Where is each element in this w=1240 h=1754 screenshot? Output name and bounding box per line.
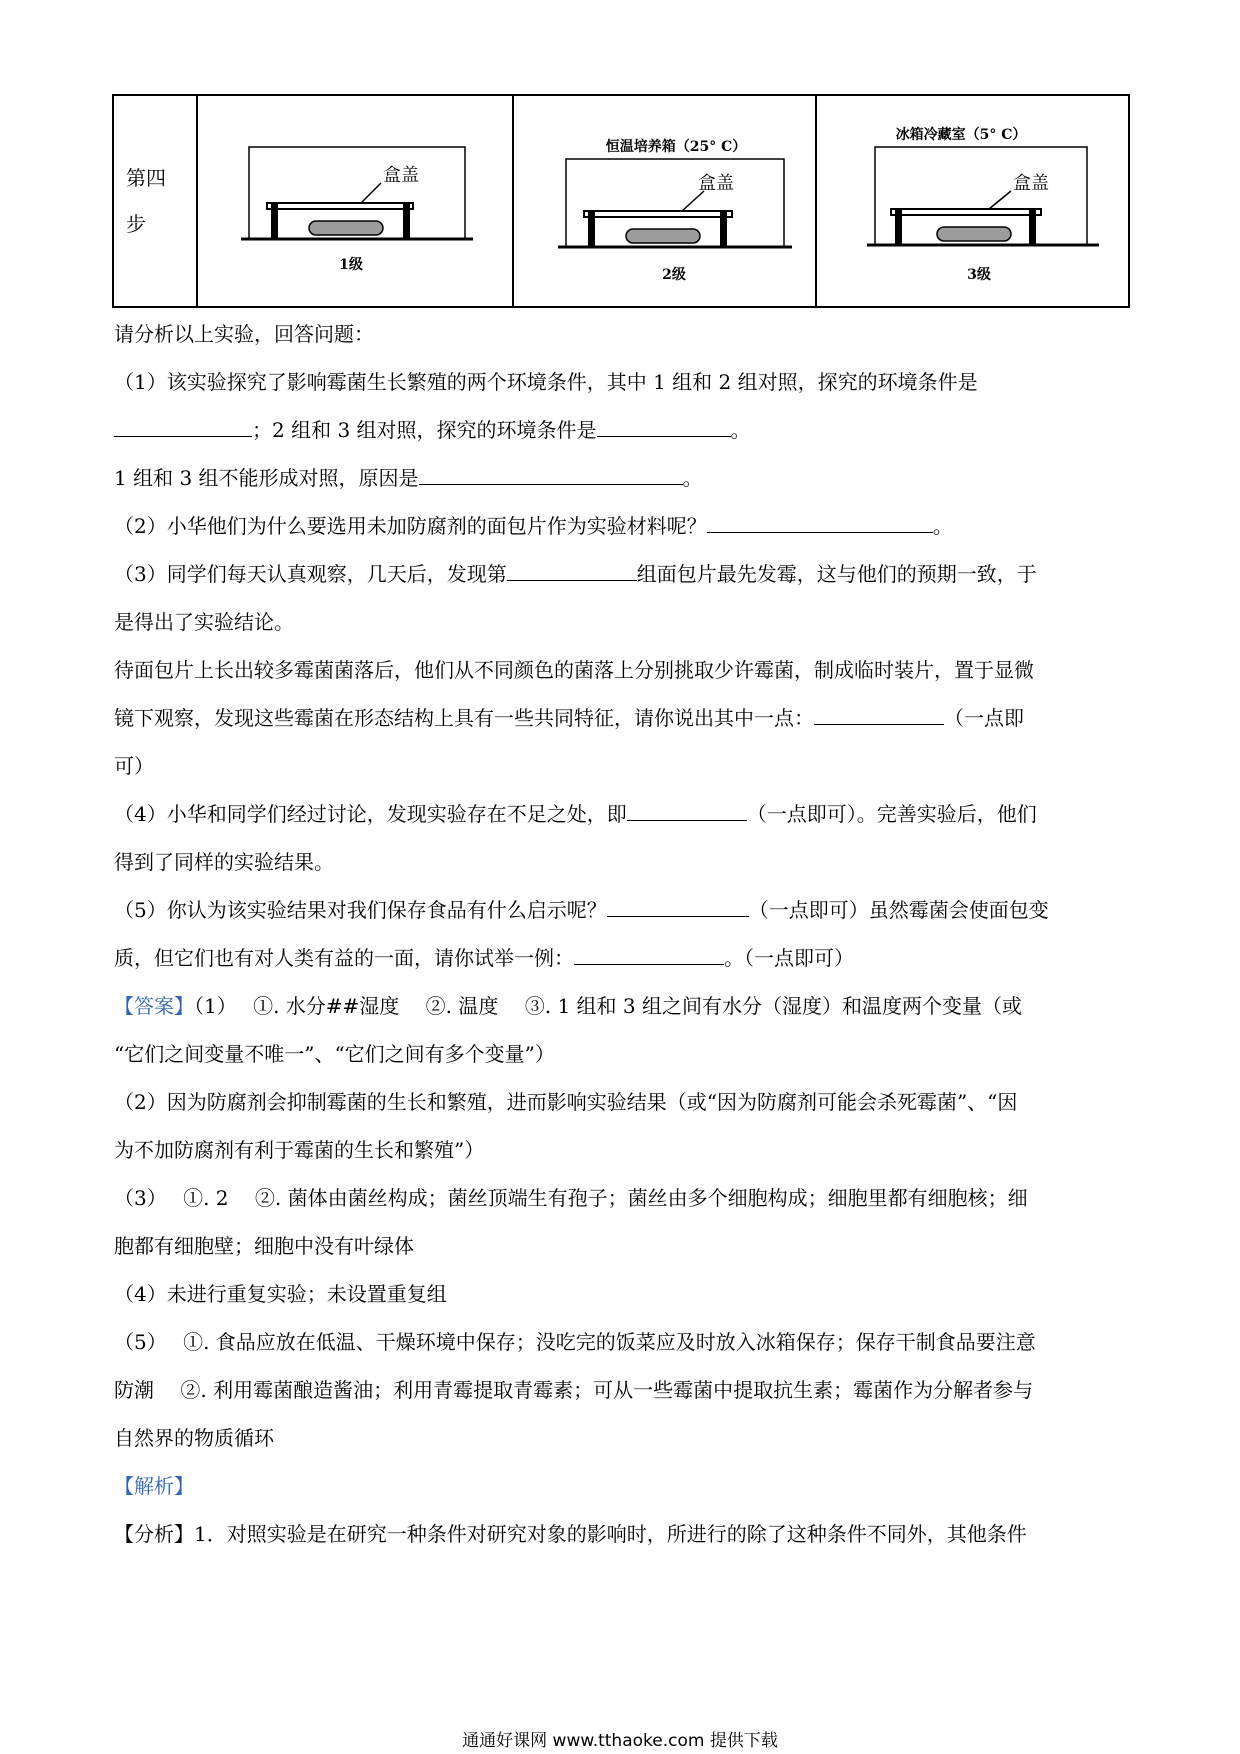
text-line xyxy=(114,1510,1130,1558)
text-line xyxy=(114,1270,1130,1318)
text-line xyxy=(114,358,1130,406)
text-line xyxy=(114,838,1130,886)
group-2-diagram xyxy=(520,101,810,301)
question-4-text-c: 得到了同样的实验结果。 xyxy=(114,850,334,874)
lid-label: 盒盖 xyxy=(1012,173,1049,194)
text-line xyxy=(114,646,1130,694)
question-4-text: （4）小华和同学们经过讨论，发现实验存在不足之处，即 xyxy=(114,802,627,826)
text-line xyxy=(114,1030,1130,1078)
bread-slice xyxy=(937,227,1011,241)
dish-lid xyxy=(267,203,413,209)
answer-heading: 【答案】 xyxy=(114,994,194,1018)
question-2-text: （2）小华他们为什么要选用未加防腐剂的面包片作为实验材料呢？ xyxy=(114,514,707,538)
text-line xyxy=(114,1318,1130,1366)
question-4-text-b: （一点即可）。完善实验后，他们 xyxy=(746,802,1037,826)
group-label: 1级 xyxy=(339,257,363,273)
answer-5-text-c: 自然界的物质循环 xyxy=(114,1426,274,1450)
text-line xyxy=(114,1078,1130,1126)
answer-2-text-b: 为不加防腐剂有利于霉菌的生长和繁殖”） xyxy=(114,1138,485,1162)
question-1-text: （1）该实验探究了影响霉菌生长繁殖的两个环境条件，其中 1 组和 2 组对照，探究的环境条件是 xyxy=(114,370,978,394)
text-line xyxy=(114,1414,1130,1462)
answer-blank-9[interactable] xyxy=(574,938,724,965)
question-3-text-g: 可） xyxy=(114,754,154,778)
text-line xyxy=(114,982,1130,1030)
figure-group-2 xyxy=(513,95,816,307)
group-label: 3级 xyxy=(966,267,991,283)
punctuation: 。 xyxy=(730,418,751,442)
question-5-text-d: 。（一点即可） xyxy=(724,946,854,970)
punctuation: 。 xyxy=(682,466,703,490)
answer-blank-5[interactable] xyxy=(507,554,637,581)
analysis-heading: 【解析】 xyxy=(114,1474,194,1498)
page-footer: 通通好课网 www.tthaoke.com 提供下载 xyxy=(462,1731,778,1751)
bread-slice xyxy=(309,221,383,235)
answer-blank-4[interactable] xyxy=(707,506,933,533)
step-label-text: 第四步 xyxy=(126,166,166,236)
answer-3-text-b: 胞都有细胞壁；细胞中没有叶绿体 xyxy=(114,1234,414,1258)
answer-3-text: （3） ①. 2 ②. 菌体由菌丝构成；菌丝顶端生有孢子；菌丝由多个细胞构成；细胞里都有细胞核；细 xyxy=(114,1186,1028,1210)
lid-label: 盒盖 xyxy=(697,173,734,194)
question-text xyxy=(114,310,1130,1558)
incubator-title: 恒温培养箱（25° C） xyxy=(605,139,746,155)
answer-4-text: （4）未进行重复实验；未设置重复组 xyxy=(114,1282,447,1306)
text-line xyxy=(114,502,1130,550)
question-5-text-c: 质，但它们也有对人类有益的一面，请你试举一例： xyxy=(114,946,574,970)
text-line xyxy=(114,790,1130,838)
question-1-text-b: ；2 组和 3 组对照，探究的环境条件是 xyxy=(252,418,597,442)
dish-lid xyxy=(891,209,1041,215)
group-label: 2级 xyxy=(661,267,686,283)
question-3-text-f: （一点即 xyxy=(944,706,1024,730)
question-5-text-b: （一点即可）虽然霉菌会使面包变 xyxy=(748,898,1049,922)
group-1-diagram xyxy=(205,101,505,301)
answer-1-text: （1） ①. 水分##湿度 ②. 温度 ③. 1 组和 3 组之间有水分（湿度）和温度两个变量（或 xyxy=(194,994,1022,1018)
answer-blank-2[interactable] xyxy=(597,410,731,437)
answer-blank-7[interactable] xyxy=(627,794,747,821)
answer-blank-8[interactable] xyxy=(607,890,749,917)
answer-5-text: （5） ①. 食品应放在低温、干燥环境中保存；没吃完的饭菜应及时放入冰箱保存；保存干制食品要注意 xyxy=(114,1330,1036,1354)
question-3-text-c: 是得出了实验结论。 xyxy=(114,610,294,634)
text-line xyxy=(114,886,1130,934)
question-3-text-d: 待面包片上长出较多霉菌菌落后，他们从不同颜色的菌落上分别挑取少许霉菌，制成临时装片，置于显微 xyxy=(114,658,1034,682)
text-line xyxy=(114,310,1130,358)
lid-label: 盒盖 xyxy=(383,165,419,186)
text-line xyxy=(114,1174,1130,1222)
answer-5-text-b: 防潮 ②. 利用霉菌酿造酱油；利用青霉提取青霉素；可从一些霉菌中提取抗生素；霉菌作为分解者参与 xyxy=(114,1378,1034,1402)
figure-group-3 xyxy=(816,95,1129,307)
text-line xyxy=(114,1462,1130,1510)
intro-text: 请分析以上实验，回答问题： xyxy=(114,322,374,346)
answer-blank-1[interactable] xyxy=(114,410,252,437)
answer-2-text: （2）因为防腐剂会抑制霉菌的生长和繁殖，进而影响实验结果（或“因为防腐剂可能会杀死霉菌”、“因 xyxy=(114,1090,1018,1114)
text-line xyxy=(114,550,1130,598)
text-line xyxy=(114,454,1130,502)
text-line xyxy=(114,1222,1130,1270)
step-label xyxy=(113,95,197,307)
answer-1-text-b: “它们之间变量不唯一”、“它们之间有多个变量”） xyxy=(114,1042,555,1066)
question-5-text: （5）你认为该实验结果对我们保存食品有什么启示呢？ xyxy=(114,898,607,922)
bread-slice xyxy=(626,229,700,243)
question-3-text-e: 镜下观察，发现这些霉菌在形态结构上具有一些共同特征，请你说出其中一点： xyxy=(114,706,814,730)
analysis-text: 1．对照实验是在研究一种条件对研究对象的影响时，所进行的除了这种条件不同外，其他条件 xyxy=(194,1522,1027,1546)
answer-blank-3[interactable] xyxy=(419,458,683,485)
group-3-diagram xyxy=(825,101,1121,301)
text-line xyxy=(114,694,1130,742)
answer-blank-6[interactable] xyxy=(814,698,944,725)
text-line xyxy=(114,406,1130,454)
text-line xyxy=(114,598,1130,646)
question-3-text: （3）同学们每天认真观察，几天后，发现第 xyxy=(114,562,507,586)
fridge-title: 冰箱冷藏室（5° C） xyxy=(895,127,1026,143)
step-table xyxy=(112,94,1130,308)
dish-lid xyxy=(584,211,732,217)
text-line xyxy=(114,1366,1130,1414)
figure-group-1 xyxy=(197,95,513,307)
text-line xyxy=(114,1126,1130,1174)
text-line xyxy=(114,934,1130,982)
question-3-text-b: 组面包片最先发霉，这与他们的预期一致，于 xyxy=(636,562,1037,586)
question-1-text-c: 1 组和 3 组不能形成对照，原因是 xyxy=(114,466,419,490)
analysis-tag: 【分析】 xyxy=(114,1522,194,1546)
punctuation: 。 xyxy=(932,514,953,538)
text-line xyxy=(114,742,1130,790)
